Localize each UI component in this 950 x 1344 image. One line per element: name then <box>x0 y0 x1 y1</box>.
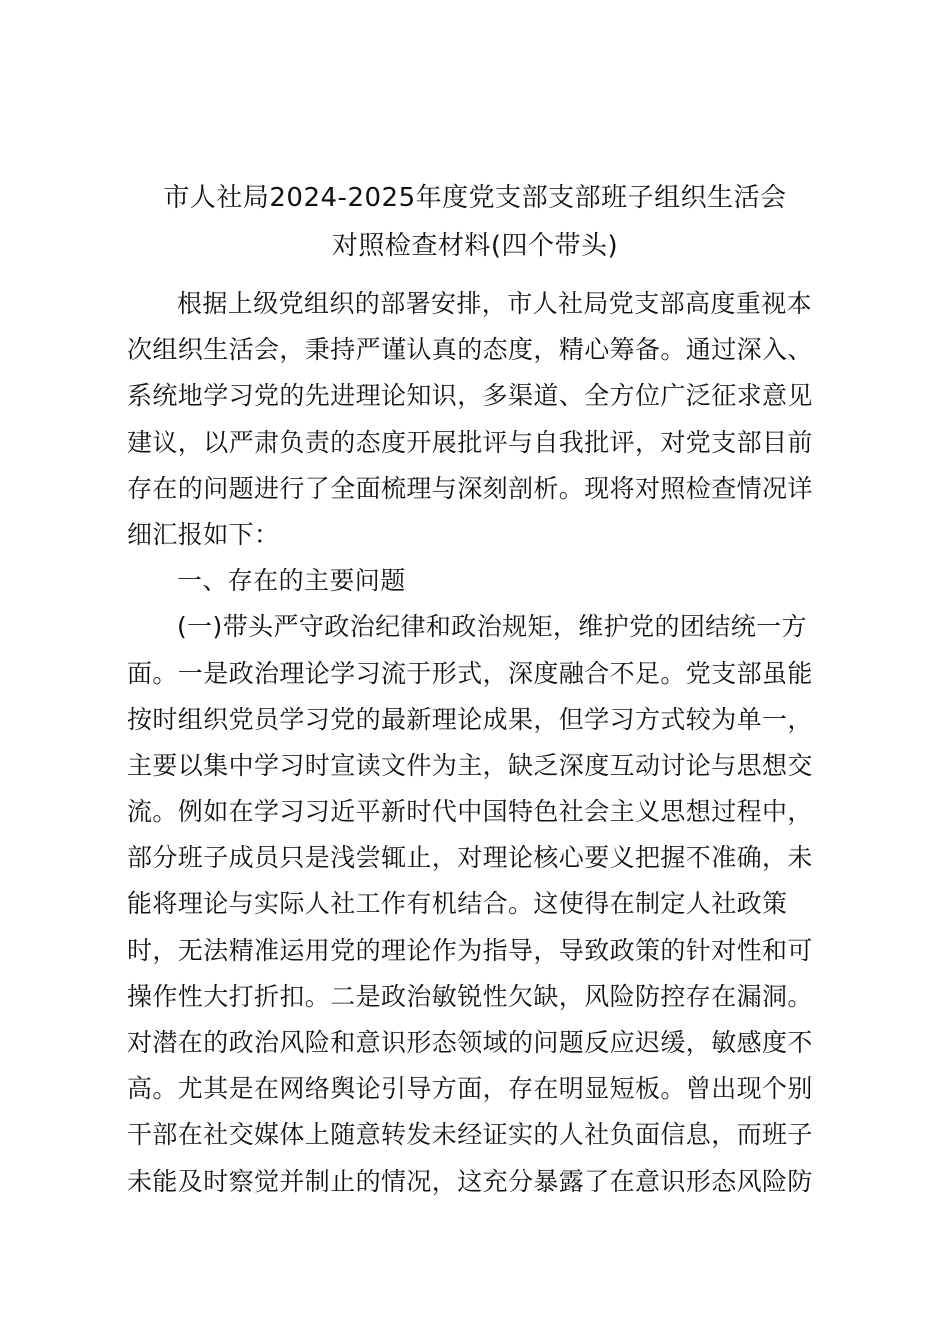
paragraph-line: 时，无法精准运用党的理论作为指导，导致政策的针对性和可 <box>127 935 813 965</box>
paragraph-line: 对潜在的政治风险和意识形态领域的问题反应迟缓，敏感度不 <box>127 1028 813 1057</box>
document-body <box>127 281 827 1205</box>
paragraph-line: 存在的问题进行了全面梳理与深刻剖析。现将对照检查情况详 <box>127 473 813 503</box>
paragraph-line: 操作性大打折扣。二是政治敏锐性欠缺，风险防控存在漏洞。 <box>127 981 813 1011</box>
paragraph-line: 未能及时察觉并制止的情况，这充分暴露了在意识形态风险防 <box>127 1166 813 1196</box>
paragraph-line: 干部在社交媒体上随意转发未经证实的人社负面信息，而班子 <box>127 1120 813 1150</box>
paragraph-line: 细汇报如下： <box>127 519 280 549</box>
section-heading: 一、存在的主要问题 <box>177 566 406 596</box>
document-title-line-2: 对照检查材料(四个带头) <box>331 231 619 261</box>
paragraph-line: 次组织生活会，秉持严谨认真的态度，精心筹备。通过深入、 <box>127 335 813 365</box>
paragraph-line: 根据上级党组织的部署安排，市人社局党支部高度重视本 <box>177 289 813 318</box>
paragraph-line: 建议，以严肃负责的态度开展批评与自我批评，对党支部目前 <box>127 427 813 457</box>
paragraph-line: 面。一是政治理论学习流于形式，深度融合不足。党支部虽能 <box>127 658 813 688</box>
paragraph-line: 能将理论与实际人社工作有机结合。这使得在制定人社政策 <box>127 889 788 919</box>
document-title-line-1: 市人社局2024-2025年度党支部支部班子组织生活会 <box>163 183 787 213</box>
paragraph-line: 高。尤其是在网络舆论引导方面，存在明显短板。曾出现个别 <box>127 1074 813 1104</box>
paragraph-line: 流。例如在学习习近平新时代中国特色社会主义思想过程中， <box>127 797 813 827</box>
paragraph-line: 主要以集中学习时宣读文件为主，缺乏深度互动讨论与思想交 <box>127 750 813 780</box>
paragraph-line: 按时组织党员学习党的最新理论成果，但学习方式较为单一， <box>127 704 813 734</box>
paragraph-line: 系统地学习党的先进理论知识，多渠道、全方位广泛征求意见 <box>127 381 813 411</box>
paragraph-line: 部分班子成员只是浅尝辄止，对理论核心要义把握不准确，未 <box>127 843 813 873</box>
paragraph-line: (一)带头严守政治纪律和政治规矩，维护党的团结统一方 <box>177 612 807 642</box>
